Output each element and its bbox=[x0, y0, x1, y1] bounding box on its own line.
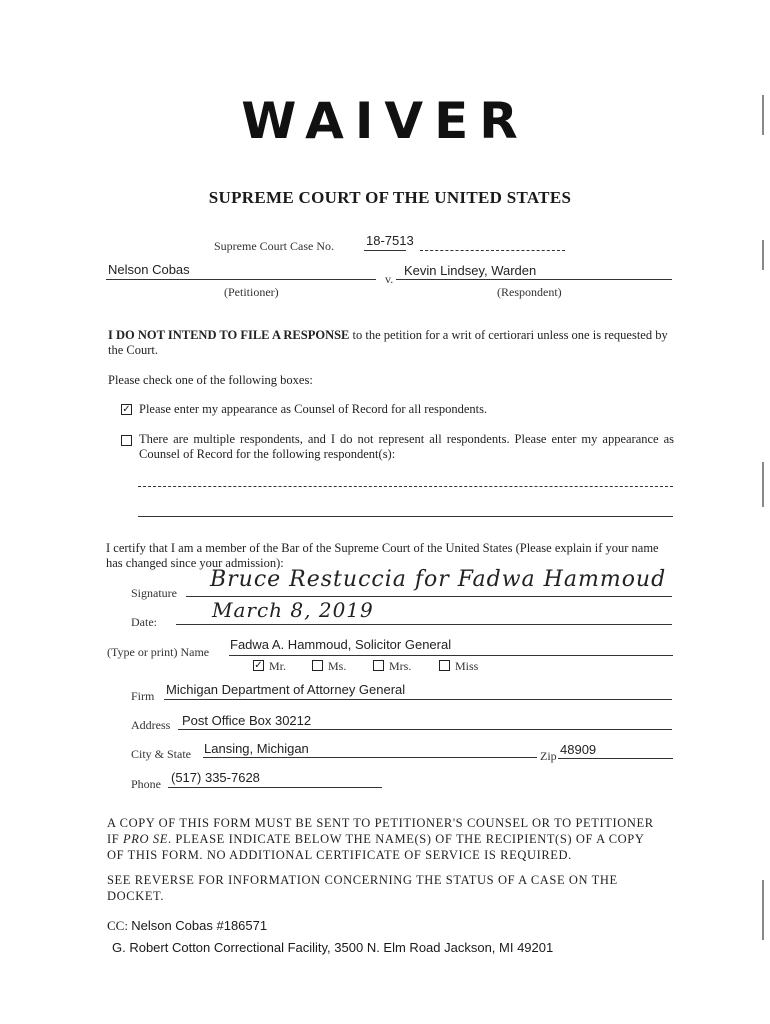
scan-mark bbox=[762, 240, 764, 270]
zip-value[interactable]: 48909 bbox=[560, 742, 597, 757]
title-miss-label: Miss bbox=[455, 659, 479, 673]
phone-label: Phone bbox=[131, 777, 161, 791]
court-name: SUPREME COURT OF THE UNITED STATES bbox=[208, 188, 572, 207]
zip-label: Zip bbox=[540, 749, 557, 763]
respondent-caption: (Respondent) bbox=[497, 285, 562, 299]
address-line bbox=[178, 729, 672, 730]
city-line bbox=[203, 757, 537, 758]
case-number-dash bbox=[420, 250, 565, 251]
firm-value[interactable]: Michigan Department of Attorney General bbox=[166, 682, 406, 697]
title-mr-checkbox[interactable] bbox=[253, 660, 264, 671]
copy-notice-line2: IF PRO SE. PLEASE INDICATE BELOW THE NAME(S) OF THE RECIPIENT(S) OF A COPY bbox=[107, 832, 645, 846]
cc-label: CC: bbox=[107, 918, 128, 933]
page-title: WAIVER bbox=[241, 92, 529, 150]
petitioner-name: Nelson Cobas bbox=[108, 262, 190, 277]
signature-value[interactable]: Bruce Restuccia for Fadwa Hammoud bbox=[210, 567, 667, 592]
city-value[interactable]: Lansing, Michigan bbox=[204, 741, 309, 756]
checkbox-instruction: Please check one of the following boxes: bbox=[108, 373, 313, 387]
reverse-notice-line2: DOCKET. bbox=[107, 889, 165, 903]
date-label: Date: bbox=[131, 615, 157, 629]
cc-name: Nelson Cobas #186571 bbox=[131, 918, 268, 933]
option2-label: There are multiple respondents, and I do not represent all respondents. Please enter my appearance as Counsel of Record for the following respondent(s): bbox=[139, 432, 674, 461]
petitioner-line bbox=[106, 279, 376, 280]
bar-certification: I certify that I am a member of the Bar of the Supreme Court of the United States (Please explain if your name has changed since your admission): bbox=[106, 541, 659, 570]
case-number-value: 18-7513 bbox=[366, 233, 414, 248]
cc-line bbox=[107, 918, 267, 934]
phone-line bbox=[168, 787, 382, 788]
phone-value[interactable]: (517) 335-7628 bbox=[171, 770, 260, 785]
name-line bbox=[229, 655, 673, 656]
respondent-name: Kevin Lindsey, Warden bbox=[404, 263, 537, 278]
copy-notice-line1: A COPY OF THIS FORM MUST BE SENT TO PETITIONER'S COUNSEL OR TO PETITIONER bbox=[107, 816, 654, 830]
date-value[interactable]: March 8, 2019 bbox=[212, 598, 374, 622]
option1-check-mark: ✓ bbox=[122, 404, 131, 415]
case-number-line bbox=[364, 250, 406, 251]
title-mrs-label: Mrs. bbox=[389, 659, 412, 673]
title-ms-checkbox[interactable] bbox=[312, 660, 323, 671]
zip-line bbox=[558, 758, 673, 759]
name-label: (Type or print) Name bbox=[107, 645, 210, 659]
option2-checkbox[interactable] bbox=[121, 435, 132, 446]
option1-label: Please enter my appearance as Counsel of Record for all respondents. bbox=[139, 402, 488, 416]
firm-label: Firm bbox=[131, 689, 155, 703]
response-statement-rest: to the petition for a writ of certiorari unless one is requested by the Court. bbox=[108, 328, 668, 357]
case-number-label: Supreme Court Case No. bbox=[214, 239, 334, 253]
respondents-line-2[interactable] bbox=[138, 516, 673, 517]
signature-line bbox=[186, 596, 672, 597]
address-value[interactable]: Post Office Box 30212 bbox=[182, 713, 312, 728]
cc-address: G. Robert Cotton Correctional Facility, 3500 N. Elm Road Jackson, MI 49201 bbox=[112, 940, 554, 955]
title-mr-label: Mr. bbox=[269, 659, 287, 673]
petitioner-caption: (Petitioner) bbox=[224, 285, 279, 299]
respondents-line-1[interactable] bbox=[138, 486, 673, 487]
title-ms-label: Ms. bbox=[328, 659, 347, 673]
firm-line bbox=[164, 699, 672, 700]
copy-notice bbox=[107, 815, 677, 863]
city-label: City & State bbox=[131, 747, 191, 761]
response-statement-bold: I DO NOT INTEND TO FILE A RESPONSE bbox=[108, 328, 350, 342]
reverse-notice bbox=[107, 872, 677, 904]
scan-mark bbox=[762, 880, 764, 940]
title-mr-check-mark: ✓ bbox=[254, 660, 263, 671]
respondent-line bbox=[396, 279, 672, 280]
scan-mark bbox=[762, 95, 764, 135]
title-miss-checkbox[interactable] bbox=[439, 660, 450, 671]
response-statement bbox=[108, 328, 674, 358]
date-line bbox=[176, 624, 672, 625]
versus-label: v. bbox=[385, 272, 394, 286]
name-value[interactable]: Fadwa A. Hammoud, Solicitor General bbox=[230, 637, 452, 652]
address-label: Address bbox=[131, 718, 171, 732]
option1-checkbox[interactable] bbox=[121, 404, 132, 415]
copy-notice-line3: OF THIS FORM. NO ADDITIONAL CERTIFICATE OF SERVICE IS REQUIRED. bbox=[107, 848, 572, 862]
title-mrs-checkbox[interactable] bbox=[373, 660, 384, 671]
reverse-notice-line1: SEE REVERSE FOR INFORMATION CONCERNING THE STATUS OF A CASE ON THE bbox=[107, 873, 618, 887]
scan-mark bbox=[762, 462, 764, 507]
signature-label: Signature bbox=[131, 586, 177, 600]
